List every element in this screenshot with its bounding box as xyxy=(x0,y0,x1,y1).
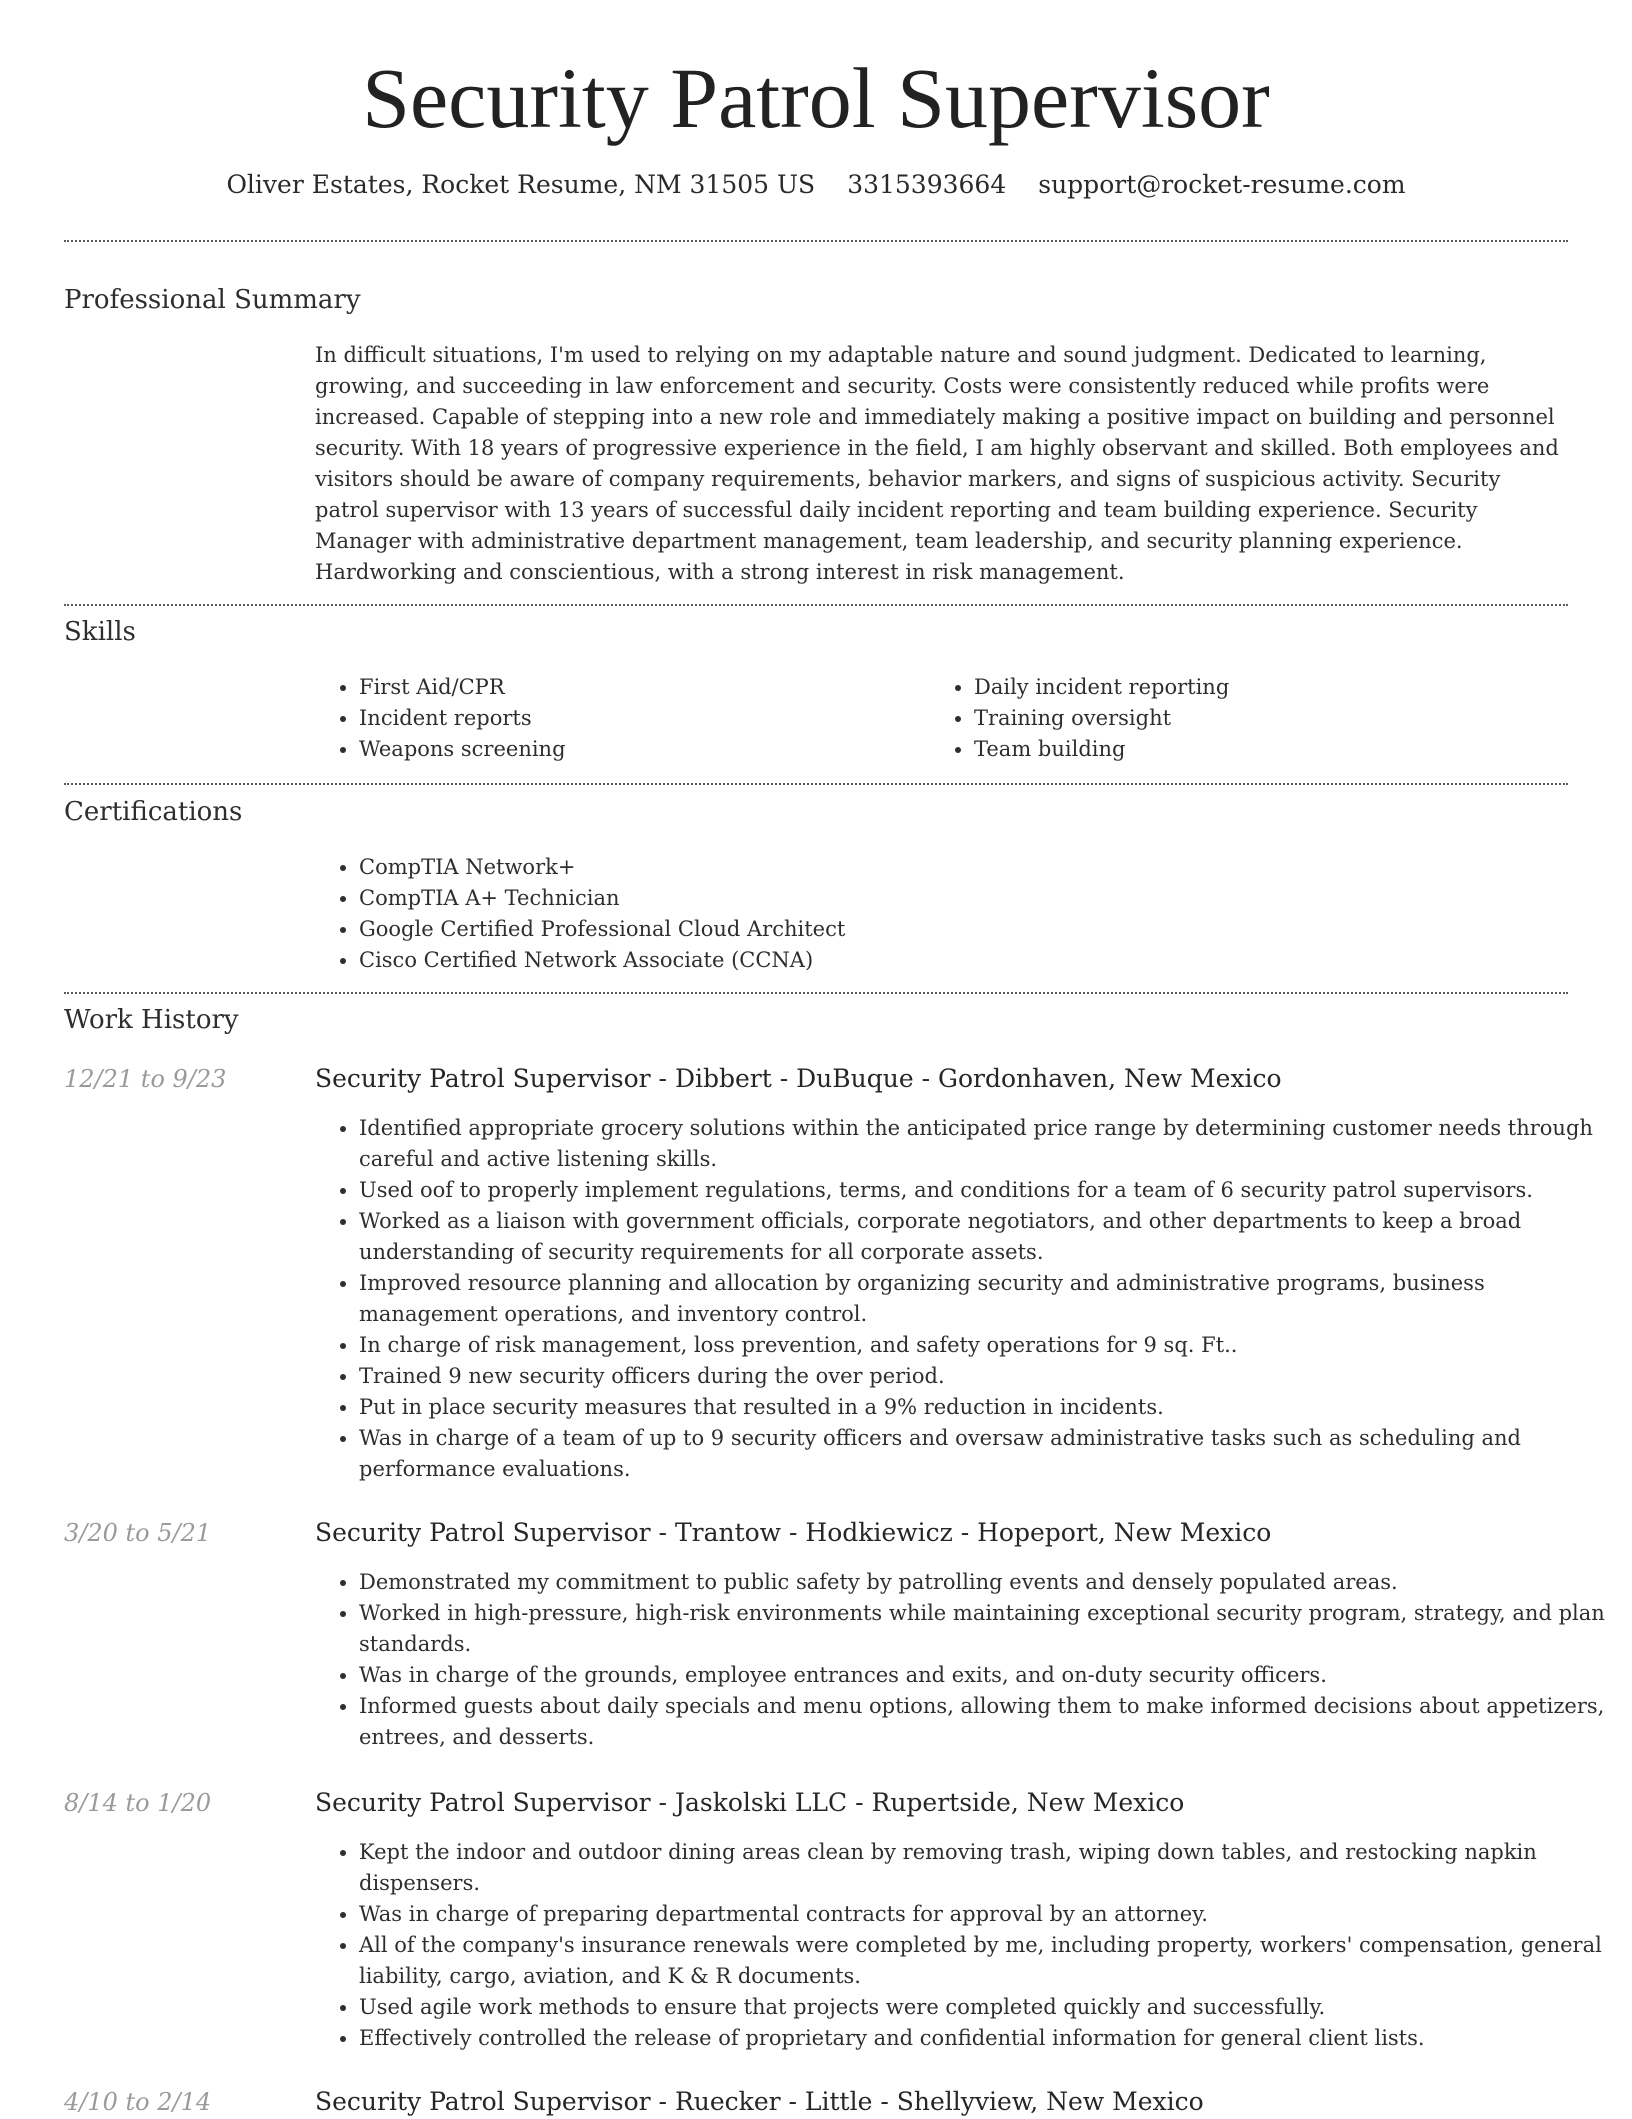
job-bullet: • Was in charge of preparing departmental contracts for approval by an attorney. xyxy=(359,1899,1614,1930)
job-bullet: • All of the company's insurance renewals were completed by me, including property, workers' compensation, general liability, cargo, aviation, and K & R documents. xyxy=(359,1930,1614,1992)
skill-item: • Incident reports xyxy=(359,703,919,734)
section-heading-work-history: Work History xyxy=(64,1005,239,1035)
skill-item: • Weapons screening xyxy=(359,734,919,765)
job-bullets xyxy=(315,1113,1614,1485)
skills-list-left xyxy=(315,672,919,765)
contact-line xyxy=(0,168,1632,202)
certification-item: • Cisco Certified Network Associate (CCNA) xyxy=(359,945,1559,976)
job-bullet: • Trained 9 new security officers during the over period. xyxy=(359,1361,1614,1392)
job-bullet: • Identified appropriate grocery solutions within the anticipated price range by determining customer needs through careful and active listening skills. xyxy=(359,1113,1614,1175)
job-bullet: • Was in charge of the grounds, employee entrances and exits, and on-duty security officers. xyxy=(359,1660,1614,1691)
certification-item: • CompTIA A+ Technician xyxy=(359,883,1559,914)
job-bullet: • Worked in high-pressure, high-risk environments while maintaining exceptional security program, strategy, and plan standards. xyxy=(359,1598,1614,1660)
job-title: Security Patrol Supervisor - Trantow - Hodkiewicz - Hopeport, New Mexico xyxy=(315,1518,1272,1547)
job-bullet: • In charge of risk management, loss prevention, and safety operations for 9 sq. Ft.. xyxy=(359,1330,1614,1361)
certifications-list xyxy=(315,852,1559,976)
job-dates: 4/10 to 2/14 xyxy=(64,2088,212,2116)
job-bullets xyxy=(315,1567,1614,1753)
job-bullet: • Was in charge of a team of up to 9 security officers and oversaw administrative tasks such as scheduling and performance evaluations. xyxy=(359,1423,1614,1485)
divider xyxy=(64,604,1568,606)
job-bullet: • Worked as a liaison with government officials, corporate negotiators, and other departments to keep a broad understanding of security requirements for all corporate assets. xyxy=(359,1206,1614,1268)
job-dates: 3/20 to 5/21 xyxy=(64,1519,212,1547)
summary-text: In difficult situations, I'm used to relying on my adaptable nature and sound judgment. Dedicated to learning, growing, and succeeding in law enforcement and security. Costs were consistently reduced while profits were increased. Capable of stepping into a new role and immediately making a positive impact on building and personnel security. With 18 years of progressive experience in the field, I am highly observant and skilled. Both employees and visitors should be aware of company requirements, behavior markers, and signs of suspicious activity. Security patrol supervisor with 13 years of successful daily incident reporting and team building experience. Security Manager with administrative department management, team leadership, and security planning experience. Hardworking and conscientious, with a strong interest in risk management. xyxy=(315,343,1559,584)
section-heading-skills: Skills xyxy=(64,617,136,647)
job-bullet: • Kept the indoor and outdoor dining areas clean by removing trash, wiping down tables, and restocking napkin dispensers. xyxy=(359,1837,1614,1899)
job-title: Security Patrol Supervisor - Dibbert - DuBuque - Gordonhaven, New Mexico xyxy=(315,1064,1282,1093)
skill-item: • Team building xyxy=(974,734,1574,765)
job-bullet: • Demonstrated my commitment to public safety by patrolling events and densely populated areas. xyxy=(359,1567,1614,1598)
job-bullet: • Improved resource planning and allocation by organizing security and administrative programs, business management operations, and inventory control. xyxy=(359,1268,1614,1330)
certification-item: • CompTIA Network+ xyxy=(359,852,1559,883)
contact-email: support@rocket-resume.com xyxy=(1038,170,1406,199)
resume-title: Security Patrol Supervisor xyxy=(362,50,1270,146)
section-heading-certifications: Certifications xyxy=(64,797,243,827)
contact-phone: 3315393664 xyxy=(847,170,1007,199)
job-bullet: • Used oof to properly implement regulations, terms, and conditions for a team of 6 security patrol supervisors. xyxy=(359,1175,1614,1206)
job-bullet: • Informed guests about daily specials and menu options, allowing them to make informed decisions about appetizers, entrees, and desserts. xyxy=(359,1691,1614,1753)
divider xyxy=(64,992,1568,994)
job-bullet: • Put in place security measures that resulted in a 9% reduction in incidents. xyxy=(359,1392,1614,1423)
job-dates: 8/14 to 1/20 xyxy=(64,1789,212,1817)
section-heading-summary: Professional Summary xyxy=(64,285,361,315)
job-title: Security Patrol Supervisor - Jaskolski LLC - Rupertside, New Mexico xyxy=(315,1788,1185,1817)
skill-item: • First Aid/CPR xyxy=(359,672,919,703)
divider xyxy=(64,783,1568,785)
job-dates: 12/21 to 9/23 xyxy=(64,1065,227,1093)
divider xyxy=(64,240,1568,242)
job-bullet: • Used agile work methods to ensure that projects were completed quickly and successfully. xyxy=(359,1992,1614,2023)
certification-item: • Google Certified Professional Cloud Architect xyxy=(359,914,1559,945)
skill-item: • Training oversight xyxy=(974,703,1574,734)
job-bullet: • Effectively controlled the release of proprietary and confidential information for general client lists. xyxy=(359,2023,1614,2054)
job-bullets xyxy=(315,1837,1614,2054)
skill-item: • Daily incident reporting xyxy=(974,672,1574,703)
skills-list-right xyxy=(930,672,1574,765)
contact-address: Oliver Estates, Rocket Resume, NM 31505 US xyxy=(226,170,816,199)
job-title: Security Patrol Supervisor - Ruecker - Little - Shellyview, New Mexico xyxy=(315,2087,1204,2116)
